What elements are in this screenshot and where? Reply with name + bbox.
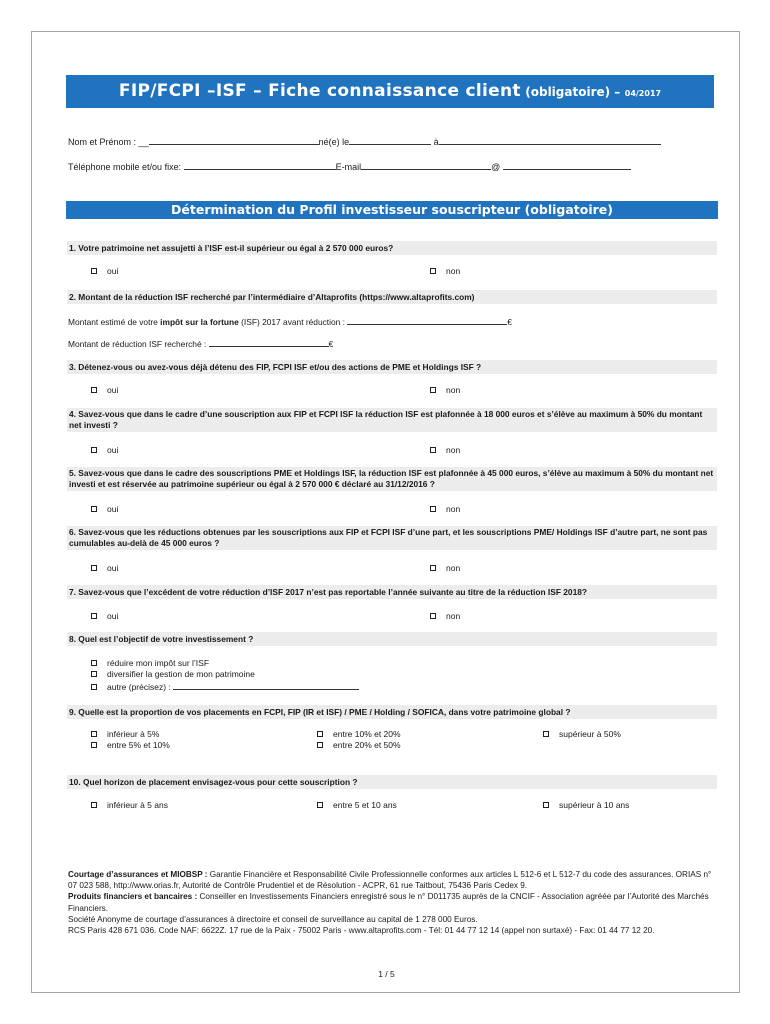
question-1: 1. Votre patrimoine net assujetti à l’ISF est-il supérieur ou égal à 2 570 000 euros? [67, 241, 717, 255]
footer-company: Société Anonyme de courtage d’assurances à directoire et conseil de surveillance au capital de 1 278 000 Euros. [68, 914, 478, 924]
q5-yes-option[interactable] [91, 504, 118, 515]
q6-no-label: non [446, 563, 461, 573]
reduction-amount-field[interactable] [209, 338, 329, 347]
checkbox-empty-icon[interactable] [430, 387, 436, 393]
email-at-sign: @ [491, 162, 501, 172]
checkbox-empty-icon[interactable] [91, 684, 97, 690]
footer-brokerage-text: Garantie Financière et Responsabilité Civile Professionnelle conformes aux articles L 512-6 et L 512-7 du code des assurances. ORIAS n° 07 023 588, http://www.orias.fr, Autorité de Contrôle Prudentiel et de Résolution - ACPR, 61 rue Taitbout, 75436 Paris Cedex 9. [68, 870, 712, 891]
name-blank-prefix: __ [138, 137, 149, 147]
checkbox-empty-icon[interactable] [543, 731, 549, 737]
reduction-amount-label: Montant de réduction ISF recherché : [68, 339, 207, 349]
footer-brokerage-title: Courtage d’assurances et MIOBSP : [68, 870, 208, 879]
q4-yes-label: oui [107, 445, 119, 455]
q8-option-1[interactable] [91, 658, 209, 669]
phone-label: Téléphone mobile et/ou fixe: [68, 162, 182, 172]
q9-option-2-label: entre 5% et 10% [107, 740, 170, 750]
checkbox-empty-icon[interactable] [543, 802, 549, 808]
q9-option-5[interactable] [543, 729, 621, 740]
tax-amount-row [68, 316, 512, 327]
title-sub: (obligatoire) – [525, 85, 621, 99]
email-label: E-mail [335, 162, 362, 172]
q6-yes-option[interactable] [91, 563, 118, 574]
checkbox-empty-icon[interactable] [430, 268, 436, 274]
checkbox-empty-icon[interactable] [430, 565, 436, 571]
q9-option-3[interactable] [317, 729, 401, 740]
checkbox-empty-icon[interactable] [430, 613, 436, 619]
q6-no-option[interactable] [430, 563, 460, 574]
document-title [66, 75, 714, 108]
q1-no-label: non [446, 266, 461, 276]
q4-no-option[interactable] [430, 445, 460, 456]
checkbox-empty-icon[interactable] [91, 447, 97, 453]
phone-row [68, 161, 631, 172]
q3-no-label: non [446, 385, 461, 395]
checkbox-empty-icon[interactable] [91, 565, 97, 571]
phone-field[interactable] [184, 161, 336, 170]
q8-option-3[interactable] [91, 681, 359, 693]
q1-no-option[interactable] [430, 266, 460, 277]
question-9: 9. Quelle est la proportion de vos placements en FCPI, FIP (IR et ISF) / PME / Holding / SOFICA, dans votre patrimoine global ? [67, 705, 717, 719]
q9-option-1[interactable] [91, 729, 159, 740]
q8-option-2-label: diversifier la gestion de mon patrimoine [107, 669, 255, 679]
footer-registration: RCS Paris 428 671 036. Code NAF: 6622Z. 17 rue de la Paix - 75002 Paris - www.altaprofits.com - Tél: 01 44 77 12 14 (appel non surtaxé) - Fax: 01 44 77 12 20. [68, 926, 655, 936]
legal-footer [68, 869, 718, 936]
q4-yes-option[interactable] [91, 445, 118, 456]
q8-option-2[interactable] [91, 669, 255, 680]
checkbox-empty-icon[interactable] [317, 742, 323, 748]
footer-financial-title: Produits financiers et bancaires : [68, 892, 198, 902]
checkbox-empty-icon[interactable] [91, 613, 97, 619]
question-5: 5. Savez-vous que dans le cadre des souscriptions PME et Holdings ISF, la réduction ISF est plafonnée à 45 000 euros, s’élève au maximum à 50% du montant net investi et est réservée au patrimoine supérieur ou égal à 2 570 000 € déclaré au 31/12/2016 ? [67, 467, 717, 491]
birthplace-field[interactable] [439, 136, 661, 145]
title-main: FIP/FCPI –ISF – Fiche connaissance client [118, 81, 521, 101]
q3-no-option[interactable] [430, 385, 460, 396]
q3-yes-label: oui [107, 385, 119, 395]
question-10: 10. Quel horizon de placement envisagez-vous pour cette souscription ? [67, 775, 717, 789]
q10-option-2-label: entre 5 et 10 ans [333, 800, 397, 810]
q7-yes-option[interactable] [91, 611, 118, 622]
currency-symbol: € [328, 339, 334, 349]
q10-option-3-label: supérieur à 10 ans [559, 800, 630, 810]
footer-brokerage [68, 869, 718, 891]
q10-option-3[interactable] [543, 800, 629, 811]
checkbox-empty-icon[interactable] [91, 731, 97, 737]
q7-yes-label: oui [107, 611, 119, 621]
q8-option-3-label: autre (précisez) : [107, 682, 171, 692]
footer-financial [68, 891, 718, 913]
checkbox-empty-icon[interactable] [91, 660, 97, 666]
q5-yes-label: oui [107, 504, 119, 514]
q9-option-5-label: supérieur à 50% [559, 729, 621, 739]
q10-option-2[interactable] [317, 800, 397, 811]
q1-yes-option[interactable] [91, 266, 118, 277]
checkbox-empty-icon[interactable] [91, 802, 97, 808]
q9-option-4[interactable] [317, 740, 401, 751]
q8-option-1-label: réduire mon impôt sur l’ISF [107, 658, 210, 668]
q10-option-1[interactable] [91, 800, 168, 811]
question-7: 7. Savez-vous que l’excédent de votre réduction d’ISF 2017 n’est pas reportable l’année suivante au titre de la réduction ISF 2018? [67, 585, 717, 599]
q9-option-2[interactable] [91, 740, 170, 751]
title-date: 04/2017 [624, 89, 662, 98]
tax-amount-label-a: Montant estimé de votre [68, 317, 161, 327]
footer-financial-text: Conseiller en Investissements Financiers enregistré sous le n° D011735 auprès de la CNCIF - Association agréée par l’Autorité des Marchés Financiers. [68, 892, 709, 913]
q5-no-option[interactable] [430, 504, 460, 515]
born-label: né(e) le [318, 137, 350, 147]
tax-amount-label-b: impôt sur la fortune [160, 317, 239, 327]
checkbox-empty-icon[interactable] [91, 671, 97, 677]
birthdate-field[interactable] [349, 136, 431, 145]
tax-amount-label-c: (ISF) 2017 avant réduction : [238, 317, 345, 327]
q9-option-1-label: inférieur à 5% [107, 729, 160, 739]
tax-amount-field[interactable] [347, 316, 507, 325]
birthplace-label: à [433, 137, 439, 147]
currency-symbol: € [507, 317, 512, 327]
page-number: 1 / 5 [378, 969, 395, 979]
checkbox-empty-icon[interactable] [317, 731, 323, 737]
name-label: Nom et Prénom : [68, 137, 137, 147]
question-4: 4. Savez-vous que dans le cadre d’une souscription aux FIP et FCPI ISF la réduction ISF est plafonnée à 18 000 euros et s’élève au maximum à 50% du montant net investi ? [67, 408, 717, 432]
checkbox-empty-icon[interactable] [317, 802, 323, 808]
checkbox-empty-icon[interactable] [430, 447, 436, 453]
q10-option-1-label: inférieur à 5 ans [107, 800, 168, 810]
reduction-amount-row [68, 338, 333, 349]
q1-yes-label: oui [107, 266, 119, 276]
q5-no-label: non [446, 504, 461, 514]
checkbox-empty-icon[interactable] [91, 506, 97, 512]
q7-no-label: non [446, 611, 461, 621]
q7-no-option[interactable] [430, 611, 460, 622]
checkbox-empty-icon[interactable] [430, 506, 436, 512]
name-row [68, 136, 661, 147]
email-domain-field[interactable] [503, 161, 631, 170]
q4-no-label: non [446, 445, 461, 455]
checkbox-empty-icon[interactable] [91, 742, 97, 748]
checkbox-empty-icon[interactable] [91, 387, 97, 393]
question-8: 8. Quel est l’objectif de votre investissement ? [67, 632, 717, 646]
q6-yes-label: oui [107, 563, 119, 573]
email-user-field[interactable] [361, 161, 491, 170]
section-title: Détermination du Profil investisseur souscripteur (obligatoire) [66, 201, 718, 219]
q9-option-3-label: entre 10% et 20% [333, 729, 401, 739]
q9-option-4-label: entre 20% et 50% [333, 740, 401, 750]
q3-yes-option[interactable] [91, 385, 118, 396]
checkbox-empty-icon[interactable] [91, 268, 97, 274]
question-3: 3. Détenez-vous ou avez-vous déjà détenu des FIP, FCPI ISF et/ou des actions de PME et Holdings ISF ? [67, 360, 717, 374]
other-objective-field[interactable] [173, 681, 359, 690]
question-6: 6. Savez-vous que les réductions obtenues par les souscriptions aux FIP et FCPI ISF d’une part, et les souscriptions PME/ Holdings ISF d’autre part, ne sont pas cumulables au-delà de 45 000 euros ? [67, 526, 717, 550]
name-field[interactable] [149, 136, 319, 145]
document-page [31, 31, 740, 993]
question-2: 2. Montant de la réduction ISF recherché par l’intermédiaire d’Altaprofits (https://www.altaprofits.com) [67, 290, 717, 304]
